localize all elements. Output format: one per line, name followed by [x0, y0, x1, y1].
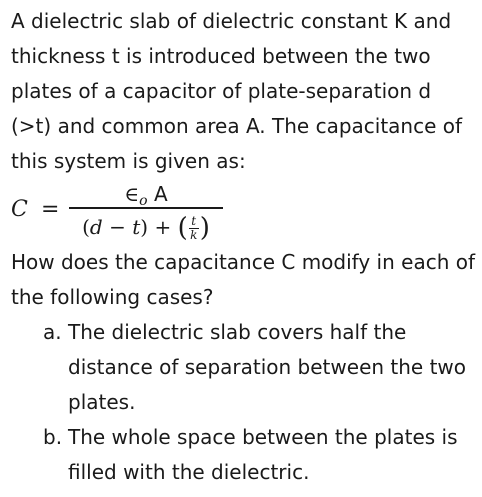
question-paragraph: How does the capacitance C modify in each of the following cases?	[11, 250, 476, 309]
small-frac-open-paren: (	[177, 212, 188, 243]
list-marker: a.	[43, 320, 62, 344]
formula-lhs: C	[11, 197, 28, 222]
den-d: d	[89, 214, 103, 239]
den-close-paren: )	[140, 214, 149, 239]
small-frac-den: k	[190, 227, 198, 242]
list-item	[11, 420, 476, 490]
den-plus: +	[154, 214, 172, 239]
cases-list	[11, 315, 476, 490]
epsilon-subscript: o	[139, 193, 148, 209]
den-minus: −	[109, 214, 126, 239]
den-t: t	[132, 214, 141, 239]
formula-fraction	[69, 181, 223, 245]
formula-denominator	[69, 209, 223, 245]
area-symbol: A	[153, 182, 168, 206]
capacitance-formula	[11, 181, 476, 245]
list-item-text: The whole space between the plates is filled with the dielectric.	[68, 425, 458, 484]
formula-equals: =	[41, 197, 60, 222]
epsilon-symbol: ∈	[124, 182, 140, 206]
question-content	[11, 4, 476, 490]
den-open-paren: (	[82, 214, 90, 239]
small-frac-close-paren: )	[199, 212, 210, 243]
intro-paragraph: A dielectric slab of dielectric constant K and thickness t is introduced between the two plates of a capacitor of plate-separation d (>t) and common area A. The capacitance of this system is given as:	[11, 9, 463, 173]
list-item-text: The dielectric slab covers half the distance of separation between the two plates.	[68, 320, 467, 414]
formula-numerator	[69, 181, 223, 207]
t-over-k	[189, 215, 199, 242]
small-frac-num: t	[191, 213, 197, 228]
list-marker: b.	[43, 425, 63, 449]
list-item	[11, 315, 476, 420]
